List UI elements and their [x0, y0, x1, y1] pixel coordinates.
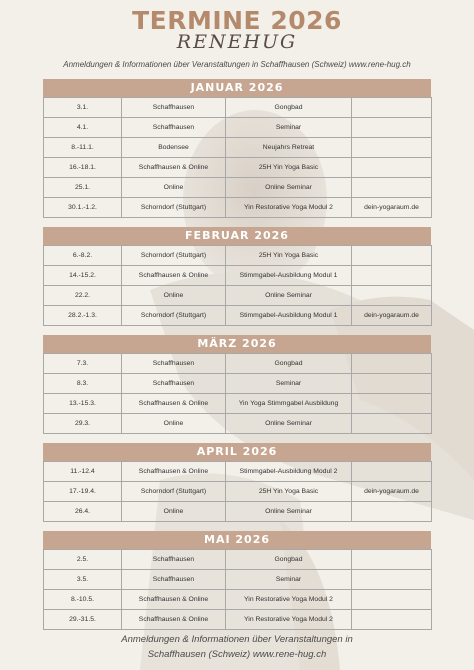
date-cell: 8.3.: [44, 374, 122, 394]
info-bottom-line1: Anmeldungen & Informationen über Veranstaltungen in: [121, 634, 353, 645]
location-cell: Schorndorf (Stuttgart): [122, 198, 226, 218]
extra-cell: [352, 610, 432, 630]
month-table-maerz: [43, 353, 432, 434]
location-cell: Schaffhausen: [122, 98, 226, 118]
event-cell: Yin Restorative Yoga Modul 2: [226, 610, 352, 630]
date-cell: 8.-11.1.: [44, 138, 122, 158]
extra-cell: [352, 550, 432, 570]
event-cell: Seminar: [226, 374, 352, 394]
location-cell: Schaffhausen & Online: [122, 610, 226, 630]
table-row: [44, 482, 432, 502]
date-cell: 16.-18.1.: [44, 158, 122, 178]
date-cell: 26.4.: [44, 502, 122, 522]
table-row: [44, 246, 432, 266]
location-cell: Schaffhausen: [122, 550, 226, 570]
event-cell: Seminar: [226, 118, 352, 138]
event-cell: Gongbad: [226, 354, 352, 374]
date-cell: 6.-8.2.: [44, 246, 122, 266]
month-table-februar: [43, 245, 432, 326]
event-cell: Online Seminar: [226, 286, 352, 306]
location-cell: Schaffhausen: [122, 374, 226, 394]
month-header-mai: MAI 2026: [43, 531, 431, 549]
table-row: [44, 394, 432, 414]
date-cell: 8.-10.5.: [44, 590, 122, 610]
month-header-februar: FEBRUAR 2026: [43, 227, 431, 245]
extra-cell: [352, 138, 432, 158]
date-cell: 29.3.: [44, 414, 122, 434]
info-line-top: Anmeldungen & Informationen über Veranstaltungen in Schaffhausen (Schweiz) www.rene-hug.ch: [63, 60, 411, 69]
date-cell: 11.-12.4: [44, 462, 122, 482]
extra-cell: dein-yogaraum.de: [352, 306, 432, 326]
event-cell: Yin Yoga Stimmgabel Ausbildung: [226, 394, 352, 414]
location-cell: Online: [122, 414, 226, 434]
table-row: [44, 570, 432, 590]
location-cell: Schaffhausen & Online: [122, 394, 226, 414]
location-cell: Bodensee: [122, 138, 226, 158]
event-cell: Stimmgabel-Ausbildung Modul 1: [226, 266, 352, 286]
date-cell: 30.1.-1.2.: [44, 198, 122, 218]
location-cell: Online: [122, 502, 226, 522]
location-cell: Schaffhausen: [122, 118, 226, 138]
table-row: [44, 198, 432, 218]
event-cell: 25H Yin Yoga Basic: [226, 158, 352, 178]
event-cell: Gongbad: [226, 550, 352, 570]
date-cell: 22.2.: [44, 286, 122, 306]
extra-cell: [352, 158, 432, 178]
extra-cell: [352, 178, 432, 198]
table-row: [44, 590, 432, 610]
extra-cell: [352, 462, 432, 482]
event-cell: Seminar: [226, 570, 352, 590]
extra-cell: [352, 414, 432, 434]
extra-cell: [352, 286, 432, 306]
table-row: [44, 462, 432, 482]
location-cell: Schaffhausen & Online: [122, 590, 226, 610]
table-row: [44, 550, 432, 570]
extra-cell: [352, 570, 432, 590]
table-row: [44, 374, 432, 394]
info-bottom-line2: Schaffhausen (Schweiz) www.rene-hug.ch: [147, 649, 327, 660]
event-cell: 25H Yin Yoga Basic: [226, 482, 352, 502]
location-cell: Schorndorf (Stuttgart): [122, 246, 226, 266]
event-cell: Stimmgabel-Ausbildung Modul 2: [226, 462, 352, 482]
date-cell: 28.2.-1.3.: [44, 306, 122, 326]
extra-cell: dein-yogaraum.de: [352, 482, 432, 502]
table-row: [44, 98, 432, 118]
month-table-mai: [43, 549, 432, 630]
table-row: [44, 354, 432, 374]
extra-cell: [352, 394, 432, 414]
location-cell: Schorndorf (Stuttgart): [122, 306, 226, 326]
month-header-april: APRIL 2026: [43, 443, 431, 461]
event-cell: 25H Yin Yoga Basic: [226, 246, 352, 266]
extra-cell: [352, 502, 432, 522]
date-cell: 4.1.: [44, 118, 122, 138]
info-line-bottom: [0, 632, 474, 662]
date-cell: 3.1.: [44, 98, 122, 118]
table-row: [44, 118, 432, 138]
event-cell: Stimmgabel-Ausbildung Modul 1: [226, 306, 352, 326]
location-cell: Online: [122, 286, 226, 306]
month-header-januar: JANUAR 2026: [43, 79, 431, 97]
extra-cell: dein-yogaraum.de: [352, 198, 432, 218]
page-title: TERMINE 2026: [132, 6, 342, 35]
extra-cell: [352, 354, 432, 374]
date-cell: 7.3.: [44, 354, 122, 374]
table-row: [44, 286, 432, 306]
extra-cell: [352, 118, 432, 138]
extra-cell: [352, 246, 432, 266]
extra-cell: [352, 374, 432, 394]
event-cell: Online Seminar: [226, 178, 352, 198]
date-cell: 3.5.: [44, 570, 122, 590]
location-cell: Online: [122, 178, 226, 198]
event-cell: Yin Restorative Yoga Modul 2: [226, 198, 352, 218]
table-row: [44, 266, 432, 286]
table-row: [44, 158, 432, 178]
table-row: [44, 178, 432, 198]
extra-cell: [352, 590, 432, 610]
location-cell: Schaffhausen: [122, 354, 226, 374]
extra-cell: [352, 266, 432, 286]
location-cell: Schaffhausen & Online: [122, 158, 226, 178]
location-cell: Schaffhausen: [122, 570, 226, 590]
date-cell: 25.1.: [44, 178, 122, 198]
month-table-januar: [43, 97, 432, 218]
event-cell: Neujahrs Retreat: [226, 138, 352, 158]
table-row: [44, 306, 432, 326]
event-cell: Online Seminar: [226, 502, 352, 522]
table-row: [44, 138, 432, 158]
month-header-maerz: MÄRZ 2026: [43, 335, 431, 353]
event-cell: Online Seminar: [226, 414, 352, 434]
date-cell: 29.-31.5.: [44, 610, 122, 630]
date-cell: 17.-19.4.: [44, 482, 122, 502]
logo-signature: RENEHUG: [176, 31, 298, 53]
location-cell: Schaffhausen & Online: [122, 462, 226, 482]
extra-cell: [352, 98, 432, 118]
table-row: [44, 610, 432, 630]
table-row: [44, 502, 432, 522]
event-cell: Yin Restorative Yoga Modul 2: [226, 590, 352, 610]
location-cell: Schaffhausen & Online: [122, 266, 226, 286]
event-cell: Gongbad: [226, 98, 352, 118]
date-cell: 13.-15.3.: [44, 394, 122, 414]
date-cell: 14.-15.2.: [44, 266, 122, 286]
month-table-april: [43, 461, 432, 522]
table-row: [44, 414, 432, 434]
date-cell: 2.5.: [44, 550, 122, 570]
location-cell: Schorndorf (Stuttgart): [122, 482, 226, 502]
